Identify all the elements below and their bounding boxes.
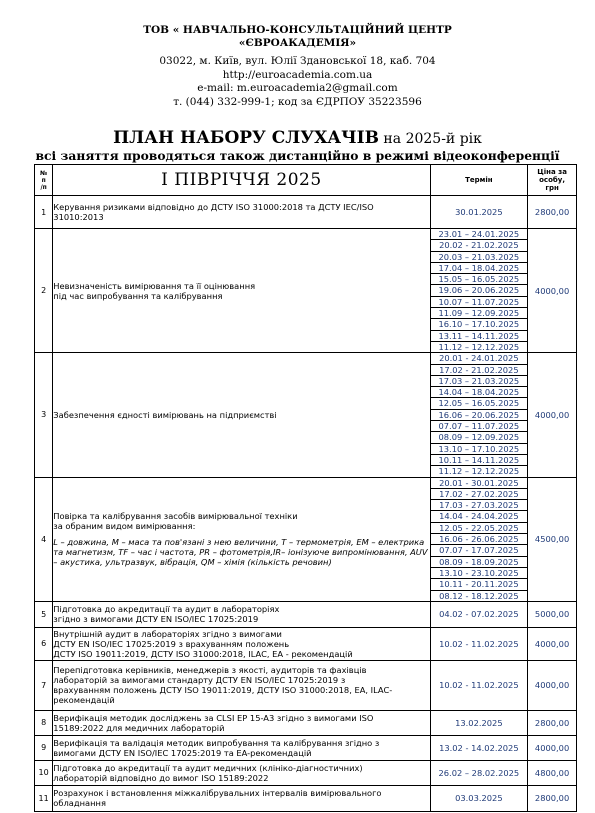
row-number: 5 <box>35 601 53 627</box>
course-name-line: за обраним видом вимірювання: <box>53 521 196 532</box>
course-name-line: лабораторій відповідно до вимог ISO 15189:2022 <box>53 772 269 783</box>
course-name <box>53 710 430 735</box>
course-name-line: Підготовка до акредитації та аудит медичних (клініко-діагностичних) <box>53 762 363 773</box>
date-range: 08.09 - 18.09.2025 <box>431 557 528 568</box>
course-price: 4000,00 <box>528 353 577 477</box>
row-number: 1 <box>35 196 53 229</box>
date-range: 17.04 – 18.04.2025 <box>431 263 528 274</box>
course-dates <box>430 735 528 760</box>
table-row <box>35 477 577 601</box>
row-number: 2 <box>35 229 53 353</box>
course-name-line: Керування ризиками відповідно до ДСТУ ISO 31000:2018 та ДСТУ IEC/ISO <box>53 202 374 212</box>
date-range: 12.05 – 16.05.2025 <box>431 398 528 409</box>
row-number: 7 <box>35 660 53 710</box>
date-range: 20.01 - 30.01.2025 <box>431 478 528 489</box>
course-name-line: обладнання <box>53 798 106 809</box>
course-name <box>53 229 430 353</box>
table-row <box>35 627 577 660</box>
table-row <box>35 710 577 735</box>
course-price: 2800,00 <box>528 785 577 811</box>
course-dates <box>430 710 528 735</box>
date-range: 10.02 - 11.02.2025 <box>439 680 519 691</box>
course-dates <box>430 229 528 353</box>
col-term-header: Термін <box>430 165 528 196</box>
date-range: 17.03 – 21.03.2025 <box>431 376 528 387</box>
course-name-line: Верифікація та валідація методик випробування та калібрування згідно з <box>53 737 380 748</box>
course-name-line: Повірка та калібрування засобів вимірювальної техніки <box>53 511 298 522</box>
email-link[interactable]: e-mail: m.euroacademia2@gmail.com <box>197 82 398 94</box>
course-price: 2800,00 <box>528 196 577 229</box>
course-price: 4000,00 <box>528 229 577 353</box>
row-number: 4 <box>35 477 53 601</box>
date-range: 11.12 – 12.12.2025 <box>438 341 520 352</box>
course-name <box>53 760 430 785</box>
schedule-table <box>34 164 577 812</box>
course-price: 4800,00 <box>528 760 577 785</box>
col-semester-header: І ПІВРІЧЧЯ 2025 <box>53 165 430 196</box>
table-row <box>35 196 577 229</box>
course-dates <box>430 601 528 627</box>
row-number: 6 <box>35 627 53 660</box>
date-range: 17.03 - 27.03.2025 <box>431 500 528 511</box>
page-title <box>0 128 595 149</box>
date-range: 11.12 – 12.12.2025 <box>438 466 520 477</box>
course-price: 4500,00 <box>528 477 577 601</box>
course-name-line: рекомендацій <box>53 695 115 706</box>
date-range: 08.12 - 18.12.2025 <box>439 590 519 601</box>
course-name <box>53 601 430 627</box>
course-dates <box>430 785 528 811</box>
course-name <box>53 196 430 229</box>
row-number: 10 <box>35 760 53 785</box>
course-note: L – довжина, M – маса та пов'язані з нею величини, T – термометрія, EM – електрика та магнетизм, TF – час і частота, PR – фотометрія,IR– іонізуюче випромінювання, AUV – акустика, ультразвук, вібрація, QM – хімія (кількість речовин) <box>53 537 428 568</box>
course-name-line: врахуванням положень ДСТУ ISO 19011:2019, ДСТУ ISO 31000:2018, EA, ILAC- <box>53 685 393 696</box>
date-range: 08.09 – 12.09.2025 <box>431 432 528 443</box>
row-number: 3 <box>35 353 53 477</box>
org-line-1: ТОВ « НАВЧАЛЬНО-КОНСУЛЬТАЦІЙНИЙ ЦЕНТР <box>143 24 452 36</box>
date-range: 12.05 - 22.05.2025 <box>431 523 528 534</box>
date-range: 23.01 – 24.01.2025 <box>431 229 528 240</box>
date-range: 14.04 - 24.04.2025 <box>431 511 528 522</box>
date-range: 10.07 – 11.07.2025 <box>431 297 528 308</box>
course-name <box>53 477 430 601</box>
date-range: 07.07 - 17.07.2025 <box>431 545 528 556</box>
date-range: 13.10 – 17.10.2025 <box>431 444 528 455</box>
course-dates <box>430 760 528 785</box>
date-range: 16.10 – 17.10.2025 <box>431 319 528 330</box>
date-range: 14.04 – 18.04.2025 <box>431 387 528 398</box>
date-range: 10.11 – 14.11.2025 <box>431 455 528 466</box>
table-row <box>35 785 577 811</box>
course-name-line: ДСТУ ISO 19011:2019, ДСТУ ISO 31000:2018, ILAC, EA - рекомендацій <box>53 648 353 659</box>
course-name-line: згідно з вимогами ДСТУ EN ISO/IEC 17025:2019 <box>53 614 259 625</box>
page-subtitle: всі заняття проводяться також дистанційно в режимі відеоконференції <box>35 148 560 163</box>
table-row <box>35 601 577 627</box>
date-range: 16.06 - 26.06.2025 <box>431 534 528 545</box>
course-price: 4000,00 <box>528 627 577 660</box>
date-range: 17.02 - 21.02.2025 <box>431 365 528 376</box>
course-name-line: Розрахунок і встановлення міжкалібрувальних інтервалів вимірювального <box>53 788 382 799</box>
course-dates <box>430 660 528 710</box>
address: 03022, м. Київ, вул. Юлії Здановської 18, каб. 704 <box>159 55 436 67</box>
course-name <box>53 627 430 660</box>
course-dates <box>430 477 528 601</box>
row-number: 11 <box>35 785 53 811</box>
date-range: 15.05 – 16.05.2025 <box>431 274 528 285</box>
table-header-row <box>35 165 577 196</box>
col-price-header: Ціна за особу, грн <box>528 165 577 196</box>
course-price: 4000,00 <box>528 735 577 760</box>
phone: т. (044) 332-999-1; код за ЄДРПОУ 35223596 <box>173 95 422 108</box>
date-range: 13.10 - 23.10.2025 <box>431 568 528 579</box>
course-name-line: 15189:2022 для медичних лабораторій <box>53 722 225 733</box>
date-range: 17.02 - 27.02.2025 <box>431 489 528 500</box>
course-name <box>53 735 430 760</box>
date-range: 20.03 – 21.03.2025 <box>431 252 528 263</box>
course-name-line: Верифікація методик досліджень за CLSI EP 15-A3 згідно з вимогами ISO <box>53 712 374 723</box>
row-number: 9 <box>35 735 53 760</box>
date-range: 11.09 – 12.09.2025 <box>431 308 528 319</box>
course-price: 5000,00 <box>528 601 577 627</box>
table-row <box>35 660 577 710</box>
title-year: на 2025-й рік <box>378 131 482 147</box>
date-range: 04.02 - 07.02.2025 <box>439 609 519 620</box>
table-row <box>35 760 577 785</box>
course-name <box>53 660 430 710</box>
course-name-line: лабораторій за вимогами стандарту ДСТУ EN ISO/IEC 17025:2019 з <box>53 675 346 686</box>
course-price: 2800,00 <box>528 710 577 735</box>
date-range: 13.02.2025 <box>455 717 503 728</box>
website-link[interactable]: http://euroacademia.com.ua <box>222 68 373 81</box>
course-name <box>53 353 430 477</box>
date-range: 20.02 - 21.02.2025 <box>431 240 528 251</box>
organization-name <box>0 24 595 50</box>
course-name-line: Забезпечення єдності вимірювань на підприємстві <box>53 409 277 420</box>
course-name-line: вимогами ДСТУ EN ISO/IEC 17025:2019 та EA-рекомендацій <box>53 747 312 758</box>
course-name <box>53 785 430 811</box>
row-number: 8 <box>35 710 53 735</box>
course-name-line: Перепідготовка керівників, менеджерів з якості, аудиторів та фахівців <box>53 665 367 676</box>
course-dates <box>430 196 528 229</box>
date-range: 10.11 - 20.11.2025 <box>431 579 528 590</box>
course-name-line: 31010:2013 <box>53 212 104 222</box>
course-name-line: під час випробування та калібрування <box>53 290 223 301</box>
course-name-line: Невизначеність вимірювання та її оцінювання <box>53 280 256 291</box>
date-range: 13.02 - 14.02.2025 <box>439 742 519 753</box>
table-row <box>35 229 577 353</box>
date-range: 07.07 – 11.07.2025 <box>431 421 528 432</box>
course-price: 4000,00 <box>528 660 577 710</box>
date-range: 16.06 – 20.06.2025 <box>431 410 528 421</box>
date-range: 03.03.2025 <box>455 793 503 804</box>
course-name-line: Підготовка до акредитації та аудит в лабораторіях <box>53 604 280 615</box>
date-range: 10.02 - 11.02.2025 <box>439 638 519 649</box>
contact-block <box>0 55 595 109</box>
course-name-line: ДСТУ EN ISO/IEC 17025:2019 з врахуванням положень <box>53 638 290 649</box>
date-range: 19.06 – 20.06.2025 <box>431 285 528 296</box>
course-dates <box>430 627 528 660</box>
date-range: 13.11 – 14.11.2025 <box>431 331 528 342</box>
course-name-line: Внутрішній аудит в лабораторіях згідно з вимогами <box>53 628 282 639</box>
course-dates <box>430 353 528 477</box>
col-number-header: № п /п <box>35 165 53 196</box>
org-line-2: «ЄВРОАКАДЕМІЯ» <box>238 37 357 49</box>
table-row <box>35 353 577 477</box>
date-range: 30.01.2025 <box>455 206 503 217</box>
table-row <box>35 735 577 760</box>
date-range: 26.02 – 28.02.2025 <box>438 767 520 778</box>
date-range: 20.01 - 24.01.2025 <box>431 353 528 364</box>
title-main: ПЛАН НАБОРУ СЛУХАЧІВ <box>113 128 379 148</box>
